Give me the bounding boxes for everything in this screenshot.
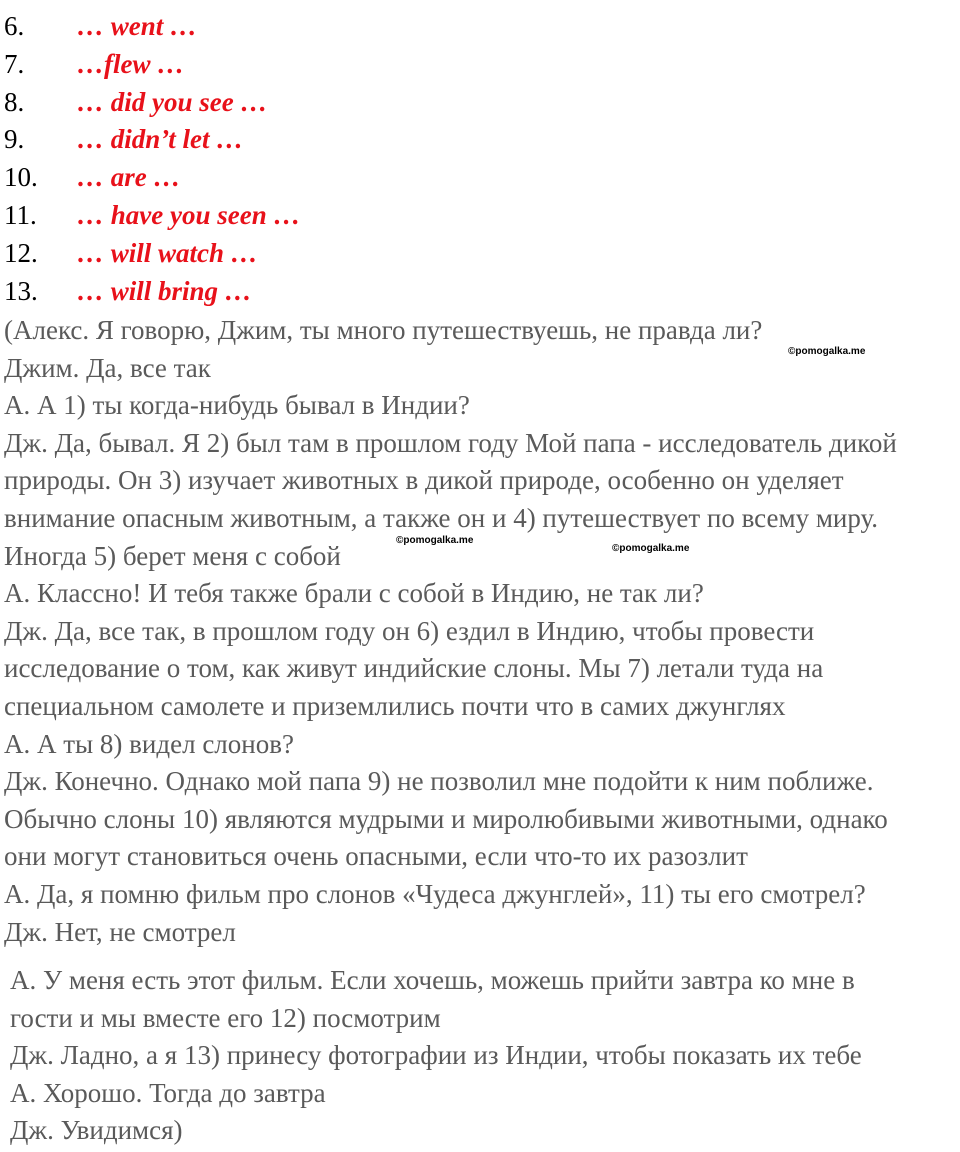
dialogue-line: Дж. Увидимся) [10, 1115, 183, 1145]
dialogue-line: Обычно слоны 10) являются мудрыми и миролюбивыми животными, однако [4, 803, 888, 834]
dialogue-line: Иногда 5) берет меня с собой [4, 540, 341, 571]
dialogue-translation [4, 312, 956, 951]
answer-number: 12. [4, 237, 38, 268]
dialogue-line: А. У меня есть этот фильм. Если хочешь, можешь прийти завтра ко мне в [10, 965, 855, 995]
dialogue-line: А. А 1) ты когда-нибудь бывал в Индии? [4, 390, 470, 421]
answer-number: 8. [4, 86, 25, 117]
watermark: ©pomogalka.me [788, 346, 866, 357]
answer-text: … did you see … [77, 86, 268, 117]
answer-number: 11. [4, 199, 37, 230]
answer-number: 7. [4, 48, 25, 79]
dialogue-line: исследование о том, как живут индийские слоны. Мы 7) летали туда на [4, 653, 824, 684]
watermark: ©pomogalka.me [396, 535, 474, 546]
dialogue-line: Дж. Конечно. Однако мой папа 9) не позволил мне подойти к ним поближе. [4, 766, 874, 797]
answer-number: 13. [4, 275, 38, 306]
dialogue-translation-continued [10, 962, 950, 1150]
dialogue-line: Дж. Да, все так, в прошлом году он 6) ездил в Индию, чтобы провести [4, 615, 815, 646]
dialogue-line: специальном самолете и приземлились почти что в самих джунглях [4, 690, 786, 721]
watermark: ©pomogalka.me [612, 543, 690, 554]
answer-number: 9. [4, 124, 25, 155]
answer-text: … have you seen … [77, 199, 301, 230]
dialogue-line: они могут становиться очень опасными, если что-то их разозлит [4, 841, 748, 872]
dialogue-line: А. Хорошо. Тогда до завтра [10, 1077, 326, 1108]
answer-row [4, 273, 944, 311]
dialogue-line: гости и мы вместе его 12) посмотрим [10, 1002, 441, 1033]
dialogue-line: А. Классно! И тебя также брали с собой в Индию, не так ли? [4, 578, 704, 609]
answer-row [4, 197, 944, 235]
dialogue-line: А. Да, я помню фильм про слонов «Чудеса джунглей», 11) ты его смотрел? [4, 878, 866, 909]
answer-row [4, 121, 944, 159]
answer-text: … went … [77, 11, 198, 41]
dialogue-line: Дж. Нет, не смотрел [4, 916, 236, 947]
dialogue-line: А. А ты 8) видел слонов? [4, 728, 294, 759]
answer-text: … didn’t let … [77, 124, 244, 155]
dialogue-line: Джим. Да, все так [4, 352, 211, 383]
answer-number: 10. [4, 162, 38, 193]
dialogue-line: природы. Он 3) изучает животных в дикой природе, особенно он уделяет [4, 465, 844, 496]
answer-text: … are … [77, 162, 181, 193]
answer-row [4, 159, 944, 197]
answer-row [4, 84, 944, 122]
answer-text: … will watch … [77, 237, 258, 268]
answer-row [4, 46, 944, 84]
dialogue-line: Дж. Ладно, а я 13) принесу фотографии из Индии, чтобы показать их тебе [10, 1040, 862, 1070]
answer-list [4, 8, 944, 310]
answer-text: … will bring … [77, 275, 252, 306]
answer-text: …flew … [77, 48, 185, 79]
dialogue-line: (Алекс. Я говорю, Джим, ты много путешествуешь, не правда ли? [4, 315, 763, 345]
dialogue-line: внимание опасным животным, а также он и 4) путешествует по всему миру. [4, 502, 879, 533]
dialogue-line: Дж. Да, бывал. Я 2) был там в прошлом году Мой папа - исследователь дикой [4, 427, 897, 458]
answer-row [4, 8, 944, 46]
answer-number: 6. [4, 11, 25, 41]
answer-row [4, 235, 944, 273]
